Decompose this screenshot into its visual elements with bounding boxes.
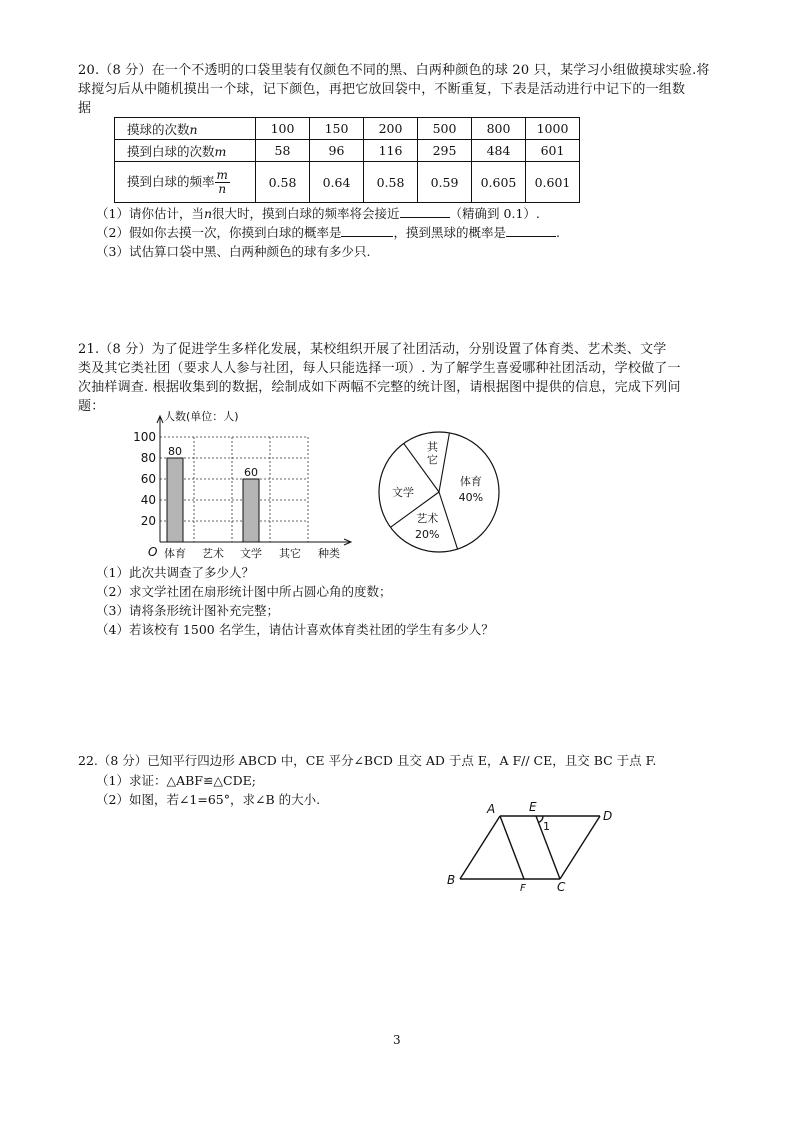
table-row-header: 摸到白球的次数m: [115, 140, 256, 162]
table-row: [115, 118, 580, 140]
frequency-table: [114, 117, 580, 203]
y-tick-label: 100: [133, 430, 156, 444]
q20-stem: [78, 61, 728, 118]
x-tick-label: 体育: [164, 547, 186, 560]
table-row: [115, 140, 580, 162]
table-cell: 484: [472, 140, 526, 162]
answer-blank[interactable]: [506, 224, 556, 237]
angle-label: 1: [543, 820, 550, 833]
q21-question-2: （2）求文学社团在扇形统计图中所占圆心角的度数；: [96, 584, 392, 599]
y-axis-label: 人数(单位：人): [164, 410, 239, 423]
x-tick-label: 文学: [240, 547, 262, 560]
table-cell: 0.59: [418, 162, 472, 203]
segment-af: [500, 816, 524, 879]
bar-chart: [118, 404, 368, 564]
pie-label: 其它: [426, 440, 438, 467]
pie-label: 艺术: [416, 512, 439, 526]
label-b: B: [447, 873, 456, 887]
fraction: $\frac{m}{n}$: [216, 167, 228, 196]
table-cell: 0.601: [526, 162, 580, 203]
side-dc: [560, 816, 600, 879]
table-cell: 200: [364, 118, 418, 140]
data-label: 60: [244, 466, 258, 479]
q22-line-2: （1）求证：△ABF≌△CDE;: [96, 773, 256, 788]
q21-line-1: 21.（8 分）为了促进学生多样化发展，某校组织开展了社团活动，分别设置了体育类、艺术类、文学: [78, 342, 667, 357]
page-number: 3: [393, 1033, 401, 1047]
y-tick-label: 20: [140, 514, 156, 528]
x-tick-label: 艺术: [202, 547, 224, 560]
label-c: C: [557, 880, 566, 894]
bar: [167, 458, 183, 542]
label-e: E: [529, 800, 537, 814]
table-cell: 601: [526, 140, 580, 162]
table-cell: 0.605: [472, 162, 526, 203]
q21-question-3: （3）请将条形统计图补充完整；: [96, 603, 279, 618]
table-row: [115, 162, 580, 203]
table-cell: 150: [310, 118, 364, 140]
q22-line-1: 22.（8 分）已知平行四边形 ABCD 中，CE 平分∠BCD 且交 AD 于点 E，A F// CE，且交 BC 于点 F.: [78, 753, 657, 768]
label-d: D: [603, 809, 613, 823]
q21-line-4: 题：: [78, 399, 105, 414]
parallelogram-figure: [440, 800, 620, 894]
q21-question-4: （4）若该校有 1500 名学生，请估计喜欢体育类社团的学生有多少人？: [96, 622, 494, 637]
table-cell: 500: [418, 118, 472, 140]
table-cell: 295: [418, 140, 472, 162]
q21-question-1: （1）此次共调查了多少人？: [96, 565, 254, 580]
label-f: F: [520, 883, 526, 894]
q21-line-3: 次抽样调查. 根据收集到的数据，绘制成如下两幅不完整的统计图，请根据图中提供的信息，完成下列问: [78, 380, 681, 395]
q20-line-3: 据: [78, 101, 92, 116]
y-tick-label: 40: [140, 493, 156, 507]
q20-line-1: 20.（8 分）在一个不透明的口袋里装有仅颜色不同的黑、白两种颜色的球 20 只，某学习小组做摸球实验.将: [78, 63, 710, 78]
table-cell: 0.58: [256, 162, 310, 203]
answer-blank[interactable]: [400, 205, 450, 218]
y-tick-label: 80: [140, 451, 156, 465]
pie-label: 体育: [459, 475, 482, 489]
table-cell: 100: [256, 118, 310, 140]
q20-sub-1: （1）请你估计，当n很大时，摸到白球的频率将会接近 （精确到 0.1）.: [96, 206, 540, 221]
q20-line-2: 球搅匀后从中随机摸出一个球，记下颜色，再把它放回袋中，不断重复，下表是活动进行中记下的一组数: [78, 82, 686, 97]
table-cell: 58: [256, 140, 310, 162]
origin-label: O: [148, 545, 158, 559]
pie-percent-label: 40%: [458, 491, 484, 505]
table-cell: 0.64: [310, 162, 364, 203]
q22-line-3: （2）如图，若∠1=65°，求∠B 的大小.: [96, 792, 321, 807]
label-a: A: [487, 802, 496, 816]
q20-sub-3: （3）试估算口袋中黑、白两种颜色的球有多少只.: [96, 244, 371, 259]
q20-sub-2: （2）假如你去摸一次，你摸到白球的概率是 ，摸到黑球的概率是 .: [96, 225, 560, 240]
table-cell: 0.58: [364, 162, 418, 203]
table-cell: 1000: [526, 118, 580, 140]
x-tick-label: 其它: [279, 547, 301, 560]
table-row-header: 摸到白球的频率 $\frac{m}{n}$: [115, 162, 256, 203]
data-label: 80: [168, 445, 182, 458]
answer-blank[interactable]: [341, 224, 393, 237]
q21-line-2: 类及其它类社团（要求人人参与社团，每人只能选择一项）. 为了解学生喜爱哪种社团活动，学校做了一: [78, 361, 681, 376]
pie-chart: [374, 428, 504, 556]
table-cell: 800: [472, 118, 526, 140]
side-ab: [460, 816, 500, 879]
y-tick-label: 60: [140, 472, 156, 486]
table-cell: 116: [364, 140, 418, 162]
table-cell: 96: [310, 140, 364, 162]
x-axis-label: 种类: [318, 547, 340, 560]
pie-label: 文学: [392, 486, 414, 499]
bar: [243, 479, 259, 542]
pie-percent-label: 20%: [415, 528, 440, 542]
table-row-header: 摸球的次数n: [115, 118, 256, 140]
